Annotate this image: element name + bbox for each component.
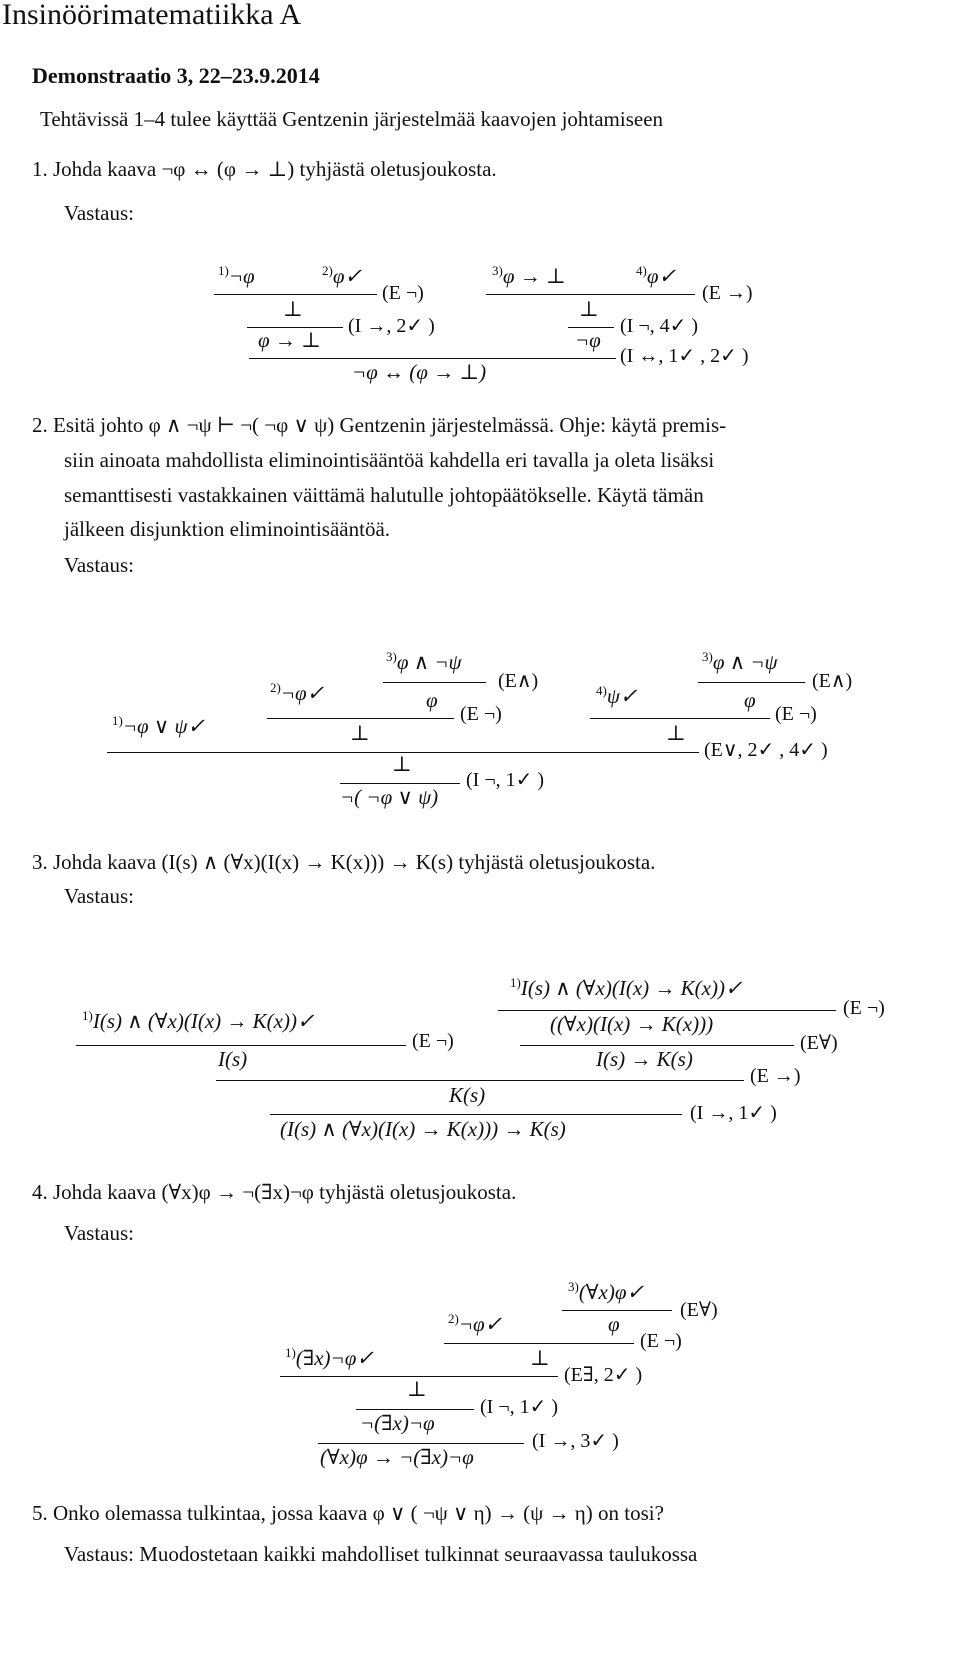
formula: I(s) → K(s) xyxy=(596,1047,693,1071)
inference-line xyxy=(698,682,805,683)
intro-text: Tehtävissä 1–4 tulee käyttää Gentzenin järjestelmää kaavojen johtamiseen xyxy=(40,107,664,131)
task4-text: 4. Johda kaava (∀x)φ → ¬(∃x)¬φ tyhjästä oletusjoukosta. xyxy=(32,1180,517,1204)
formula: ⊥ xyxy=(579,297,599,321)
assumption-3: $^{3)}$φ → ⊥ xyxy=(492,263,566,288)
formula: ⊥ xyxy=(530,1346,550,1370)
formula: ⊥ xyxy=(350,721,370,745)
inference-line xyxy=(76,1045,406,1046)
rule-label: (E →) xyxy=(750,1065,801,1087)
inference-line xyxy=(562,1310,672,1311)
formula: ⊥ xyxy=(392,752,412,776)
task2-answer-label: Vastaus: xyxy=(64,553,134,577)
conclusion: (I(s) ∧ (∀x)(I(x) → K(x))) → K(s) xyxy=(280,1117,566,1141)
inference-line xyxy=(520,1045,794,1046)
premise-right: $^{1)}$I(s) ∧ (∀x)(I(x) → K(x))✓ xyxy=(510,975,743,1000)
assumption-2: $^{2)}$¬φ✓ xyxy=(270,680,325,705)
premise-left: $^{1)}$I(s) ∧ (∀x)(I(x) → K(x))✓ xyxy=(82,1008,315,1033)
inference-line xyxy=(356,1409,474,1410)
formula: ⊥ xyxy=(666,721,686,745)
assumption-3b: $^{3)}$φ ∧ ¬ψ xyxy=(702,649,778,674)
inference-line xyxy=(216,1080,744,1081)
rule-label: (E ¬) xyxy=(460,703,502,725)
assumption-3a: $^{3)}$φ ∧ ¬ψ xyxy=(386,649,462,674)
formula: φ → ⊥ xyxy=(258,328,321,352)
assumption-2: $^{2)}$φ✓ xyxy=(322,263,363,288)
premise-1: $^{1)}$¬φ ∨ ψ✓ xyxy=(112,713,206,738)
task2-line: 2. Esitä johto φ ∧ ¬ψ ⊢ ¬( ¬φ ∨ ψ) Gentzenin järjestelmässä. Ohje: käytä premis- xyxy=(32,413,727,437)
rule-label: (I ¬, 4✓ ) xyxy=(620,315,699,337)
task5-answer: Vastaus: Muodostetaan kaikki mahdolliset tulkinnat seuraavassa taulukossa xyxy=(64,1542,698,1566)
formula: ⊥ xyxy=(283,297,303,321)
inference-line xyxy=(444,1343,634,1344)
conclusion: ¬( ¬φ ∨ ψ) xyxy=(340,785,439,809)
formula: ((∀x)(I(x) → K(x))) xyxy=(550,1012,714,1036)
task2-line: semanttisesti vastakkainen väittämä halutulle johtopäätökselle. Käytä tämän xyxy=(64,483,704,507)
formula: ⊥ xyxy=(407,1377,427,1401)
rule-label: (E ¬) xyxy=(640,1330,682,1352)
rule-label: (E∀) xyxy=(800,1032,838,1054)
task3-answer-label: Vastaus: xyxy=(64,884,134,908)
task4-answer-label: Vastaus: xyxy=(64,1221,134,1245)
rule-label: (E∨, 2✓ , 4✓ ) xyxy=(704,739,828,761)
task3-text: 3. Johda kaava (I(s) ∧ (∀x)(I(x) → K(x))) → K(s) tyhjästä oletusjoukosta. xyxy=(32,850,656,874)
formula: φ xyxy=(744,688,756,712)
conclusion: (∀x)φ → ¬(∃x)¬φ xyxy=(320,1445,474,1469)
rule-label: (E ¬) xyxy=(412,1030,454,1052)
inference-line xyxy=(270,1114,682,1115)
rule-label: (E →) xyxy=(702,282,753,304)
rule-label: (E∀) xyxy=(680,1299,718,1321)
conclusion: ¬φ ↔ (φ → ⊥) xyxy=(352,360,487,384)
rule-label: (E ¬) xyxy=(382,282,424,304)
rule-label: (E∃, 2✓ ) xyxy=(564,1364,643,1386)
rule-label: (I →, 2✓ ) xyxy=(348,315,435,337)
task1-text: 1. Johda kaava ¬φ ↔ (φ → ⊥) tyhjästä oletusjoukosta. xyxy=(32,157,497,181)
assumption-1: $^{1)}$(∃x)¬φ✓ xyxy=(285,1345,374,1370)
page-subtitle: Demonstraatio 3, 22–23.9.2014 xyxy=(32,63,320,88)
inference-line xyxy=(498,1010,836,1011)
inference-line xyxy=(340,783,460,784)
formula: ¬(∃x)¬φ xyxy=(360,1411,435,1435)
task1-answer-label: Vastaus: xyxy=(64,201,134,225)
rule-label: (E ¬) xyxy=(775,703,817,725)
rule-label: (I ↔, 1✓ , 2✓ ) xyxy=(620,345,749,367)
task5-text: 5. Onko olemassa tulkintaa, jossa kaava φ ∨ ( ¬ψ ∨ η) → (ψ → η) on tosi? xyxy=(32,1501,664,1525)
assumption-4: $^{4)}$ψ✓ xyxy=(596,683,638,708)
task2-line: siin ainoata mahdollista eliminointisääntöä kahdella eri tavalla ja oleta lisäksi xyxy=(64,448,715,472)
assumption-3: $^{3)}$(∀x)φ✓ xyxy=(568,1279,645,1304)
rule-label: (I ¬, 1✓ ) xyxy=(480,1396,559,1418)
rule-label: (E ¬) xyxy=(843,997,885,1019)
formula: K(s) xyxy=(449,1083,486,1107)
formula: I(s) xyxy=(218,1047,248,1071)
formula: φ xyxy=(608,1312,620,1336)
rule-label: (I →, 3✓ ) xyxy=(532,1430,619,1452)
inference-line xyxy=(318,1443,524,1444)
rule-label: (I ¬, 1✓ ) xyxy=(466,769,545,791)
assumption-1: $^{1)}$¬φ xyxy=(218,263,255,288)
inference-line xyxy=(590,718,770,719)
rule-label: (E∧) xyxy=(812,670,853,692)
formula: ¬φ xyxy=(575,328,601,352)
inference-line xyxy=(267,718,454,719)
assumption-4: $^{4)}$φ✓ xyxy=(636,263,677,288)
rule-label: (I →, 1✓ ) xyxy=(690,1102,777,1124)
inference-line xyxy=(486,294,695,295)
inference-line xyxy=(214,294,377,295)
formula: φ xyxy=(426,688,438,712)
assumption-2: $^{2)}$¬φ✓ xyxy=(448,1311,503,1336)
task2-line: jälkeen disjunktion eliminointisääntöä. xyxy=(64,517,391,541)
inference-line xyxy=(383,682,486,683)
inference-line xyxy=(249,358,616,359)
page-title: Insinöörimatematiikka A xyxy=(2,0,302,31)
rule-label: (E∧) xyxy=(498,670,539,692)
